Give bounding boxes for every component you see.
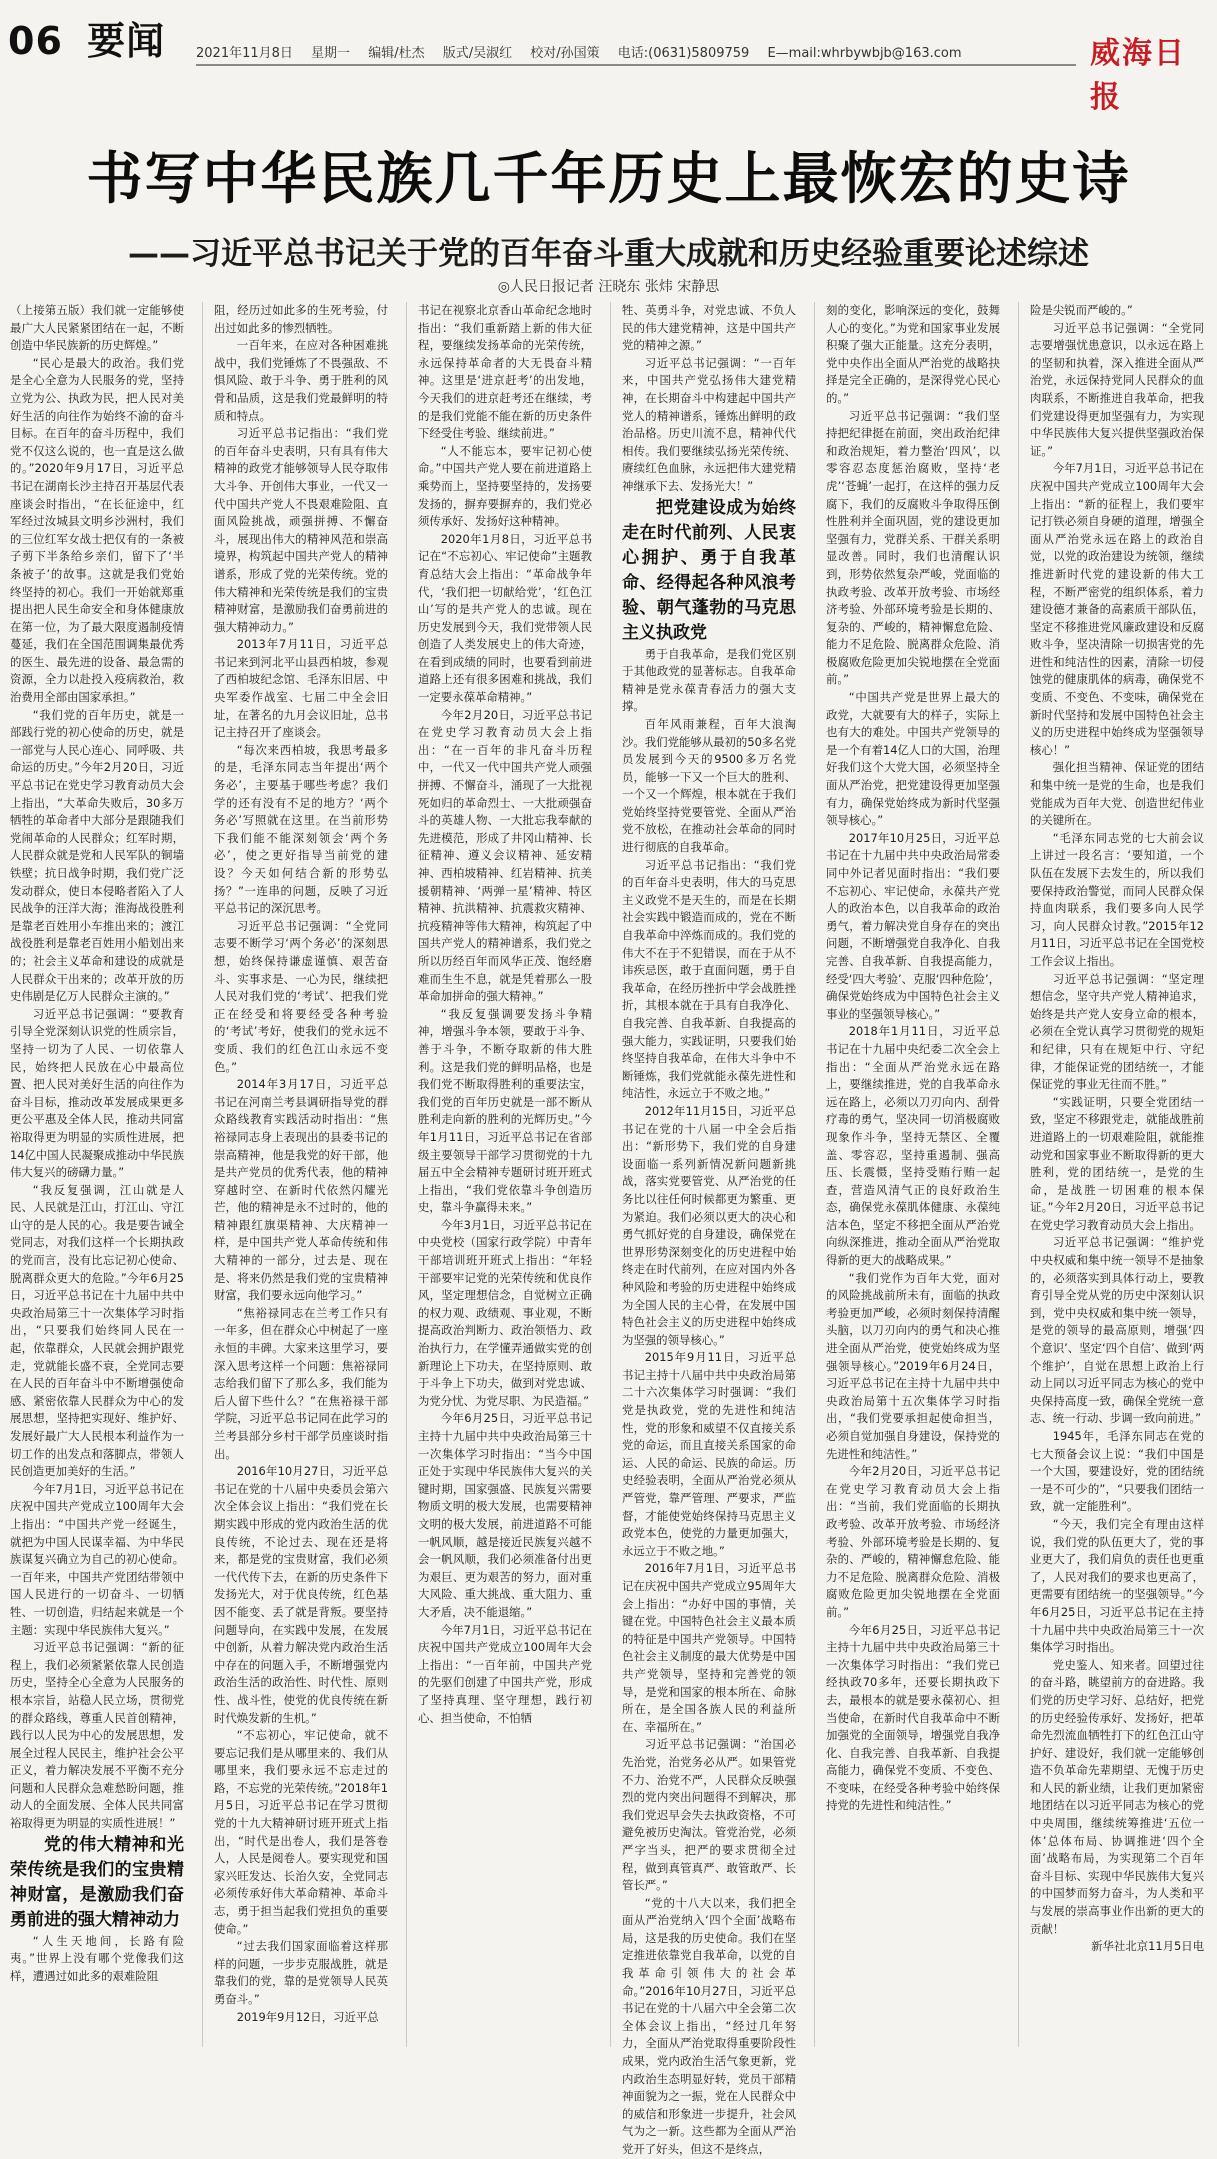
paragraph: 今年7月1日，习近平总书记在庆祝中国共产党成立100周年大会上指出：“一百年前，中国共产党的先驱们创建了中国共产党，形成了坚持真理、坚守理想，践行初心、担当使命，不怕牺 [418,1622,592,1725]
paragraph: 今年3月1日，习近平总书记在中央党校（国家行政学院）中青年干部培训班开班式上指出：“年轻干部要牢记党的光荣传统和优良作风，坚定理想信念，自觉树立正确的权力观、政绩观、事业观，不断提高政治判断力、政治领悟力、政治执行力，在学懂弄通做实党的创新理论上下功夫，在坚持原则、敢于斗争上下功夫，做到对党忠诚、为党分忧、为党尽职、为民造福。” [418,1217,592,1408]
paragraph: 2017年10月25日，习近平总书记在十九届中共中央政治局常委同中外记者见面时指出：“我们要不忘初心、牢记使命，永葆共产党人的政治本色，以自我革命的政治勇气，着力解决党自身存在的突出问题，不断增强党自我净化、自我完善、自我革新、自我提高能力，经受‘四大考验’、克服‘四种危险’，确保党始终成为中国特色社会主义事业的坚强领导核心。” [826,830,1000,1021]
paragraph: “我反复强调要发扬斗争精神，增强斗争本领，要敢于斗争、善于斗争，不断夺取新的伟大胜利。这是我们党的鲜明品格，也是我们党不断取得胜利的重要法宝，我们党的百年历史就是一部不断从胜利走向新的胜利的光辉历史。”今年1月11日，习近平总书记在省部级主要领导干部学习贯彻党的十九届五中全会精神专题研讨班开班式上指出，“我们党依靠斗争创造历史，靠斗争赢得未来。” [418,1006,592,1215]
article-column-4 [622,302,796,2156]
paragraph: 党史鉴人、知来者。回望过往的奋斗路，眺望前方的奋进路。我们党的历史学习好、总结好，把党的历史经验传承好、发扬好，把革命先烈流血牺牲打下的红色江山守护好、建设好，我们就一定能够创造不负革命先辈期望、无愧于历史和人民的新业绩，让我们更加紧密地团结在以习近平同志为核心的党中央周围，继续统筹推进‘五位一体’总体布局、协调推进‘四个全面’战略布局，为实现第二个百年奋斗目标、实现中华民族伟大复兴的中国梦而努力奋斗，为人类和平与发展的崇高事业作出新的更大的贡献！ [1030,1657,1204,1936]
paragraph: 习近平总书记指出：“我们党的百年奋斗史表明，伟大的马克思主义政党不是天生的，而是在长期社会实践中锻造而成的，党在不断自我革命中淬炼而成的。我们党的伟大不在于不犯错误，而在于从不讳疾忌医，敢于直面问题，勇于自我革命，在经历挫折中学会战胜挫折，其根本就在于具有自我净化、自我完善、自我革新、自我提高的强大能力，实践证明，只要我们始终坚持自我革命，在伟大斗争中不断锤炼，我们党就能永葆先进性和纯洁性，永远立于不败之地。” [622,857,796,1101]
paragraph: 2016年10月27日，习近平总书记在党的十八届中央委员会第六次全体会议上指出：“我们党在长期实践中形成的党内政治生活的优良传统，不论过去、现在还是将来，都是党的宝贵财富，我们必须一代代传下去，在新的历史条件下发扬光大，对于优良传统，红色基因不能变、丢了就是背叛。要坚持问题导向，在实践中发展，在发展中创新，从着力解决党内政治生活中存在的问题入手，不断增强党内政治生活的政治性、时代性、原则性、战斗性，使党的优良传统在新时代焕发新的生机。” [214,1464,388,1725]
issue-weekday: 星期一 [311,46,351,61]
paragraph: 刻的变化，影响深远的变化，鼓舞人心的变化。”为党和国家事业发展积聚了强大正能量。这充分表明，党中央作出全面从严治党的战略抉择是完全正确的，是深得党心民心的。” [826,303,1000,405]
paragraph: 书记在视察北京香山革命纪念地时指出：“我们重新踏上新的伟大征程，要继续发扬革命的光荣传统，永远保持革命者的大无畏奋斗精神。这里是‘进京赶考’的出发地，今天我们的进京赶考还在继续，考的是我们党能不能在新的历史条件下经受住考验、继续前进。” [418,303,592,441]
paragraph: 牲、英勇斗争，对党忠诚、不负人民的伟大建党精神，这是中国共产党的精神之源。” [622,303,796,353]
paragraph: 习近平总书记强调：“维护党中央权威和集中统一领导不是抽象的，必须落实到具体行动上，要教育引导全党从党的历史中深刻认识到，党中央权威和集中统一领导，是党的领导的最高原则，增强‘四个意识’、坚定‘四个自信’、做到‘两个维护’，自觉在思想上政治上行动上同以习近平同志为核心的党中央保持高度一致，确保全党统一意志、统一行动、步调一致向前进。” [1030,1235,1204,1426]
section-subtitle: 把党建设成为始终走在时代前列、人民衷心拥护、勇于自我革命、经得起各种风浪考验、朝气蓬勃的马克思主义执政党 [622,497,796,643]
paragraph: 今年6月25日，习近平总书记主持十九届中共中央政治局第三十一次集体学习时指出：“我们党已经执政70多年，还要长期执政下去，最根本的就是要永葆初心、担当使命，在新时代自我革命中不断加强党的全面领导，增强党自我净化、自我完善、自我革新、自我提高能力，确保党不变质、不变色、不变味，在经受各种考验中始终保持党的先进性和纯洁性。” [826,1622,1000,1813]
editor: 编辑/杜杰 [368,46,425,61]
paragraph: 习近平总书记强调：“全党同志要不断学习‘两个务必’的深刻思想，始终保持谦虚谨慎、艰苦奋斗、实事求是、一心为民，继续把人民对我们党的‘考试’、把我们党正在经受和将要经受各种考验的‘考试’考好，使我们的党永远不变质、我们的红色江山永远不变色。” [214,918,388,1074]
paragraph: 2020年1月8日，习近平总书记在“不忘初心、牢记使命”主题教育总结大会上指出：“革命战争年代，‘我们把一切献给党’，‘红色江山’写的是共产党人的忠诚。现在历史发展到今天，我们党带领人民创造了人类发展史上的伟大奇迹，在看到成绩的同时，也要看到前进道路上还有很多困难和挑战，我们一定要永葆革命精神。” [418,531,592,705]
article-byline: ◎人民日报记者 汪晓东 张炜 宋静思 [497,279,720,295]
paragraph: 习近平总书记强调：“治国必先治党，治党务必从严。如果管党不力、治党不严，人民群众反映强烈的党内突出问题得不到解决，那我们党迟早会失去执政资格，不可避免被历史淘汰。管党治党，必须严字当头，把严的要求贯彻全过程，做到真管真严、敢管敢严、长管长严。” [622,1737,796,1893]
paragraph: 百年风雨兼程，百年大浪淘沙。我们党能够从最初的50多名党员发展到今天的9500多万名党员，能够一下又一个巨大的胜利、一个又一个辉煌，根本就在于我们党始终坚持党要管党、全面从严治党不放松，在推动社会革命的同时进行彻底的自我革命。 [622,716,796,855]
designer: 版式/吴淑红 [442,46,513,61]
paragraph: “每次来西柏坡，我思考最多的是，毛泽东同志当年提出‘两个务必’，主要基于哪些考虑？我们学的还有没有不足的地方？‘两个务必’写照就在这里。在当前形势下我们能不能深刻领会‘两个务必’，使之更好指导当前党的建设？今天如何结合新的形势弘扬？”一连串的问题，反映了习近平总书记的深沉思考。 [214,742,388,916]
page-header [0,0,1217,115]
paragraph: “党的十八大以来，我们把全面从严治党纳入‘四个全面’战略布局，这是我的历史使命。我们在坚定推进依靠党自我革命，以党的自我革命引领伟大的社会革命。”2016年10月27日，习近平总书记在党的十八届六中全会第二次全体会议上指出，“经过几年努力，全面从严治党取得重要阶段性成果，党内政治生活气象更新，党内政治生态明显好转，党员干部精神面貌为之一振，党在人民群众中的威信和形象进一步提升，社会风气为之一新。这些都为全面从严治党开了好头，但这不是终点， [622,1895,796,2156]
article-body [10,302,1207,2156]
paragraph: 今年7月1日，习近平总书记在庆祝中国共产党成立100周年大会上指出：“新的征程上，我们要牢记打铁必须自身硬的道理，增强全面从严治党永远在路上的政治自觉，以党的政治建设为统领，继续推进新时代党的建设新的伟大工程，不断严密党的组织体系，着力建设德才兼备的高素质干部队伍，坚定不移推进党风廉政建设和反腐败斗争，坚决清除一切损害党的先进性和纯洁性的因素，清除一切侵蚀党的健康肌体的病毒，确保党不变质、不变色、不变味，确保党在新时代坚持和发展中国特色社会主义的历史进程中始终成为坚强领导核心！” [1030,461,1204,757]
column-divider [202,302,203,2047]
paragraph: 2018年1月11日，习近平总书记在十九届中央纪委二次全会上指出：“全面从严治党永远在路上，要继续推进，党的自我革命永远在路上，必须以刀刃向内、刮骨疗毒的勇气，坚决同一切消极腐败现象作斗争，坚持无禁区、全覆盖、零容忍，坚持重遏制、强高压、长震慑，坚持受贿行贿一起查，营造风清气正的良好政治生态，确保党永葆肌体健康、永葆纯洁本色，坚定不移把全面从严治党向纵深推进，推动全面从严治党取得新的更大的战略成果。” [826,1024,1000,1268]
paragraph: “人生天地间，长路有险夷。”世界上没有哪个党像我们这样，遭遇过如此多的艰难险阻 [10,1933,184,1983]
paragraph: 习近平总书记强调：“要教育引导全党深刻认识党的性质宗旨，坚持一切为了人民、一切依靠人民，始终把人民放在心中最高位置、把人民对美好生活的向往作为奋斗目标，推动改革发展成果更多更公平惠及全体人民，推动共同富裕取得更为明显的实质性进展，把14亿中国人民凝聚成推动中华民族伟大复兴的磅礴力量。” [10,1006,184,1180]
paragraph: 2012年11月15日，习近平总书记在党的十八届一中全会后指出：“新形势下，我们党的自身建设面临一系列新情况新问题新挑战，落实党要管党、从严治党的任务比以往任何时候都更为繁重、更为紧迫。我们必须以更大的决心和勇气抓好党的自身建设，确保党在世界形势深刻变化的历史进程中始终走在时代前列，在应对国内外各种风险和考验的历史进程中始终成为全国人民的主心骨，在发展中国特色社会主义的历史进程中始终成为坚强的领导核心。” [622,1103,796,1347]
paragraph: 今年2月20日，习近平总书记在党史学习教育动员大会上指出：“当前，我们党面临的长期执政考验、改革开放考验、市场经济考验、外部环境考验是长期的、复杂的、严峻的，精神懈怠危险、能力不足危险、脱离群众危险、消极腐败危险更加尖锐地摆在全党面前。” [826,1464,1000,1619]
paragraph: “实践证明，只要全党团结一致，坚定不移跟党走，就能战胜前进道路上的一切艰难险阻，就能推动党和国家事业不断取得新的更大胜利，党的团结统一，是党的生命，是战胜一切困难的根本保证。”今年2月20日，习近平总书记在党史学习教育动员大会上指出。 [1030,1094,1204,1232]
section-name: 要闻 [87,19,166,63]
column-divider [406,302,407,2047]
article-column-6 [1030,302,1204,2047]
paragraph: 习近平总书记强调：“新的征程上，我们必须紧紧依靠人民创造历史，坚持全心全意为人民服务的根本宗旨，站稳人民立场，贯彻党的群众路线，尊重人民首创精神，践行以人民为中心的发展思想，发展全过程人民民主，维护社会公平正义，着力解决发展不平衡不充分问题和人民群众急难愁盼问题，推动人的全面发展、全体人民共同富裕取得更为明显的实质性进展！” [10,1640,184,1831]
article-subheadline: ——习近平总书记关于党的百年奋斗重大成就和历史经验重要论述综述 [128,236,1089,272]
issue-date: 2021年11月8日 [196,46,293,61]
paragraph: “中国共产党是世界上最大的政党，大就要有大的样子，实际上也有大的难处。中国共产党领导的是一个有着14亿人口的大国，治理好我们这个大党大国，必须坚持全面从严治党，把党建设得更加坚强有力，确保党始终成为新时代坚强领导核心。” [826,690,1000,828]
article-column-5 [826,302,1000,2047]
news-credit: 新华社北京11月5日电 [1091,1939,1204,1954]
paragraph: 习近平总书记强调：“我们坚持把纪律挺在前面，突出政治纪律和政治规矩，着力整治‘四风’，以零容忍态度惩治腐败，坚持‘老虎’‘苍蝇’一起打，在这样的强力反腐下，我们的反腐败斗争取得压倒性胜利并全面巩固，党的建设更加坚强有力，党群关系、干群关系明显改善。同时，我们也清醒认识到，形势依然复杂严峻，党面临的执政考验、改革开放考验、市场经济考验、外部环境考验是长期的、复杂的、严峻的，精神懈怠危险、能力不足危险、脱离群众危险、消极腐败危险更加尖锐地摆在全党面前。” [826,408,1000,687]
paragraph: “焦裕禄同志在兰考工作只有一年多，但在群众心中树起了一座永恒的丰碑。大家来这里学习，要深入思考这样一个问题：焦裕禄同志给我们留下了那么多，我们能为后人留下些什么？”在焦裕禄干部学院，习近平总书记同在此学习的兰考县部分乡村干部学员座谈时指出。 [214,1305,388,1461]
paragraph: 勇于自我革命，是我们党区别于其他政党的显著标志。自我革命精神是党永葆青春活力的强大支撑。 [622,646,796,714]
paragraph: 习近平总书记强调：“坚定理想信念，坚守共产党人精神追求，始终是共产党人安身立命的根本，必须在全党认真学习贯彻党的规矩和纪律，只有在规矩中行、守纪律，才能保证党的团结统一，才能保证党的事业无往而不胜。” [1030,971,1204,1092]
paragraph: 1945年，毛泽东同志在党的七大预备会议上说：“我们中国是一个大国，要建设好，党的团结统一是不可少的”，“只要我们团结一致，就一定能胜利”。 [1030,1429,1204,1514]
paragraph: “我们党的百年历史，就是一部践行党的初心使命的历史，就是一部党与人民心连心、同呼吸、共命运的历史。”今年2月20日，习近平总书记在党史学习教育动员大会上指出，“大革命失败后，30多万牺牲的革命者中大部分是跟随我们党闹革命的人民群众；红军时期，人民群众就是党和人民军队的铜墙铁壁；抗日战争时期，我们党广泛发动群众，使日本侵略者陷入了人民战争的汪洋大海；淮海战役胜利是靠老百姓用小车推出来的；渡江战役胜利是靠老百姓用小船划出来的；社会主义革命和建设的成就是人民群众干出来的；改革开放的历史伟剧是亿万人民群众主演的。” [10,707,184,1004]
paragraph: 习近平总书记强调：“一百年来，中国共产党弘扬伟大建党精神，在长期奋斗中构建起中国共产党人的精神谱系，锤炼出鲜明的政治品格。历史川流不息，精神代代相传。我们要继续弘扬光荣传统、赓续红色血脉，永远把伟大建党精神继承下去、发扬光大！” [622,355,796,493]
paragraph: 阻，经历过如此多的生死考验，付出过如此多的惨烈牺牲。 [214,303,388,335]
paragraph: 2016年7月1日，习近平总书记在庆祝中国共产党成立95周年大会上指出：“办好中国的事情，关键在党。中国特色社会主义最本质的特征是中国共产党领导。中国特色社会主义制度的最大优势是中国共产党领导，坚持和完善党的领导，是党和国家的根本所在、命脉所在，是全国各族人民的利益所在、幸福所在。” [622,1561,796,1734]
page-number: 06 [8,19,63,63]
paragraph: “民心是最大的政治。我们党是全心全意为人民服务的党，坚持立党为公、执政为民，把人民对美好生活的向往作为始终不渝的奋斗目标。在百年的奋斗历程中，我们党不仅这么说的，也一直是这么做的。”2020年9月17日，习近平总书记在湖南长沙主持召开基层代表座谈会时指出，“在长征途中，红军经过汝城县文明乡沙洲村，我们的三位红军女战士把仅有的一条被子剪下半条给乡亲们，留下了‘半条被子’的故事。这就是我们党始终坚持的初心。我们一开始就郑重提出把人民生命安全和身体健康放在第一位，为了最大限度遏制疫情蔓延，我们在全国范围调集最优秀的医生、最先进的设备、最急需的资源，全力以赴投入疫病救治，救治费用全部由国家承担。” [10,355,184,705]
paragraph: “我们党作为百年大党，面对的风险挑战前所未有，面临的执政考验更加严峻，必须时刻保持清醒头脑，以刀刃向内的勇气和决心推进全面从严治党，使党始终成为坚强领导核心。”2019年6月24日，习近平总书记在主持十九届中共中央政治局第十五次集体学习时指出，“我们党要承担起使命担当，必须自觉加强自身建设，保持党的先进性和纯洁性。” [826,1270,1000,1461]
paragraph: 2015年9月11日，习近平总书记主持十八届中共中央政治局第二十六次集体学习时强调：“我们党是执政党，党的先进性和纯洁性，党的形象和威望不仅直接关系党的命运，而且直接关系国家的命运、人民的命运、民族的命运。历史经验表明，全面从严治党必须从严管党，靠严管理、严要求，严监督，才能使党始终保持马克思主义政党本色，使党的力量更加强大，永远立于不败之地。” [622,1350,796,1558]
paragraph: “我反复强调，江山就是人民、人民就是江山，打江山、守江山守的是人民的心。我是要告诫全党同志，对我们这样一个长期执政的党而言，没有比忘记初心使命、脱离群众更大的危险。”今年6月25日，习近平总书记在十九届中共中央政治局第三十一次集体学习时指出，“只要我们始终同人民在一起，依靠群众，人民就会拥护跟党走，党就能长盛不衰，全党同志要在人民的百年奋斗中不断增强使命感、紧密依靠人民群众为中心的发展思想，坚持把实现好、维护好、发展好最广大人民根本利益作为一切工作的出发点和落脚点，带领人民创造更加美好的生活。” [10,1182,184,1479]
paragraph: 习近平总书记强调：“全党同志要增强忧患意识，以永远在路上的坚韧和执着，深入推进全面从严治党，永远保持党同人民群众的血肉联系，不断推进自我革命，把我们党建设得更加坚强有力，为实现中华民族伟大复兴提供坚强政治保证。” [1030,320,1204,458]
article-column-1 [10,302,184,2047]
paragraph: 2014年3月17日，习近平总书记在河南兰考县调研指导党的群众路线教育实践活动时指出：“焦裕禄同志身上表现出的县委书记的崇高精神，他是我党的好干部，他是共产党员的优秀代表，他的精神穿越时空、在新时代依然闪耀光芒，他的精神是永不过时的，他的精神跟红旗渠精神、大庆精神一样，是中国共产党人革命传统和伟大精神的一部分，过去是、现在是、将来仍然是我们党的宝贵精神财富，我们要永远向他学习。” [214,1077,388,1303]
paragraph: 一百年来，在应对各种困难挑战中，我们党锤炼了不畏强敌、不惧风险、敢于斗争、勇于胜利的风骨和品质，这是我们党最鲜明的特质和特点。 [214,338,388,423]
page-meta [196,42,976,61]
column-divider [610,302,611,2047]
paragraph: 强化担当精神、保证党的团结和集中统一是党的生命，也是我们党能成为百年大党、创造世纪伟业的关键所在。 [1030,760,1204,828]
paragraph: 2013年7月11日，习近平总书记来到河北平山县西柏坡，参观了西柏坡纪念馆、毛泽东旧居、中央军委作战室、七届二中全会旧址，在著名的九月会议旧址，总书记主持召开了座谈会。 [214,637,388,740]
section-subtitle: 党的伟大精神和光荣传统是我们的宝贵精神财富，是激励我们奋勇前进的强大精神动力 [10,1834,184,1930]
phone: 电话:(0631)5809759 [617,46,750,61]
paragraph: “毛泽东同志党的七大前会议上讲过一段名言：‘要知道，一个队伍在发展下去发生的，所以我们要保持政治警觉，而同人民群众保持血肉联系，我们要多向人民学习，向人民群众讨教。”2015年12月11日，习近平总书记在全国党校工作会议上指出。 [1030,830,1204,968]
paragraph: “今天，我们完全有理由这样说，我们党的队伍更大了，党的事业更大了，我们肩负的责任也更重了，人民对我们的要求也更高了，更需要有团结统一的坚强领导。”今年6月25日，习近平总书记在主持十九届中共中央政治局第三十一次集体学习时指出。 [1030,1516,1204,1655]
page-section-label [8,10,165,65]
paragraph: “不忘初心，牢记使命，就不要忘记我们是从哪里来的、我们从哪里来，我们要永远不忘走过的路，不忘党的光荣传统。”2018年1月5日，习近平总书记在学习贯彻党的十九大精神研讨班开班式上指出，“时代是出卷人，我们是答卷人，人民是阅卷人。要实现党和国家兴旺发达、长治久安，全党同志必须传承好伟大革命精神、革命斗志，勇于担当起我们党担负的重要使命。” [214,1728,388,1936]
paragraph: 今年6月25日，习近平总书记主持十九届中共中央政治局第三十一次集体学习时指出：“当今中国正处于实现中华民族伟大复兴的关键时期，国家强盛、民族复兴需要物质文明的极大发展，也需要精神文明的极大发展，前进道路不可能一帆风顺，越是接近民族复兴越不会一帆风顺，我们必须准备付出更为艰巨、更为艰苦的努力，面对重大风险、重大挑战、重大阻力、重大矛盾，决不能退缩。” [418,1411,592,1619]
proofreader: 校对/孙国策 [530,46,600,61]
paragraph: “人不能忘本，要牢记初心使命。”中国共产党人要在前进道路上乘势而上，坚持要坚持的，发扬要发扬的，摒弃要摒弃的，我们党必须传承好、发扬好这种精神。 [418,443,592,529]
paragraph: “过去我们国家面临着这样那样的问题，一步步克服战胜，就是靠我们的党，靠的是党领导人民英勇奋斗。” [214,1939,388,2006]
email: E—mail:whrbywbjb@163.com [767,46,962,61]
header-rule [196,64,1076,66]
paragraph: 险是尖锐而严峻的。” [1030,303,1133,317]
masthead-logo: 威海日报 [1090,36,1186,115]
column-divider [1018,302,1019,2047]
article-column-2 [214,302,388,2047]
paragraph: 2019年9月12日，习近平总 [236,2009,379,2024]
paragraph: （上接第五版）我们就一定能够使最广大人民紧紧团结在一起，不断创造中华民族新的历史辉煌。” [10,303,184,353]
article-headline: 书写中华民族几千年历史上最恢宏的史诗 [86,146,1131,212]
article-column-3 [418,302,592,2047]
paragraph: 今年2月20日，习近平总书记在党史学习教育动员大会上指出：“在一百年的非凡奋斗历程中，一代又一代中国共产党人顽强拼搏、不懈奋斗，涌现了一大批视死如归的革命烈士、一大批顽强奋斗的英雄人物、一大批忘我奉献的先进模范，形成了井冈山精神、长征精神、遵义会议精神、延安精神、西柏坡精神、红岩精神、抗美援朝精神、‘两弹一星’精神、特区精神、抗洪精神、抗震救灾精神、抗疫精神等伟大精神，构筑起了中国共产党人的精神谱系，我们党之所以历经百年而风华正茂、饱经磨难而生生不息，就是凭着那么一股革命加拼命的强大精神。” [418,707,592,1004]
column-divider [814,302,815,2047]
paragraph: 今年7月1日，习近平总书记在庆祝中国共产党成立100周年大会上指出：“中国共产党一经诞生，就把为中国人民谋幸福、为中华民族谋复兴确立为自己的初心使命。一百年来，中国共产党团结带领中国人民进行的一切奋斗、一切牺牲、一切创造，归结起来就是一个主题：实现中华民族伟大复兴。” [10,1481,184,1637]
paragraph: 习近平总书记指出：“我们党的百年奋斗史表明，只有具有伟大精神的政党才能够领导人民夺取伟大斗争、开创伟大事业，一代又一代中国共产党人不畏艰难险阻、直面风险挑战，顽强拼搏、不懈奋斗，展现出伟大的精神风范和崇高境界，构筑起中国共产党人的精神谱系，形成了党的光荣传统。党的伟大精神和光荣传统是我们的宝贵精神财富，是激励我们奋勇前进的强大精神动力。” [214,426,388,634]
